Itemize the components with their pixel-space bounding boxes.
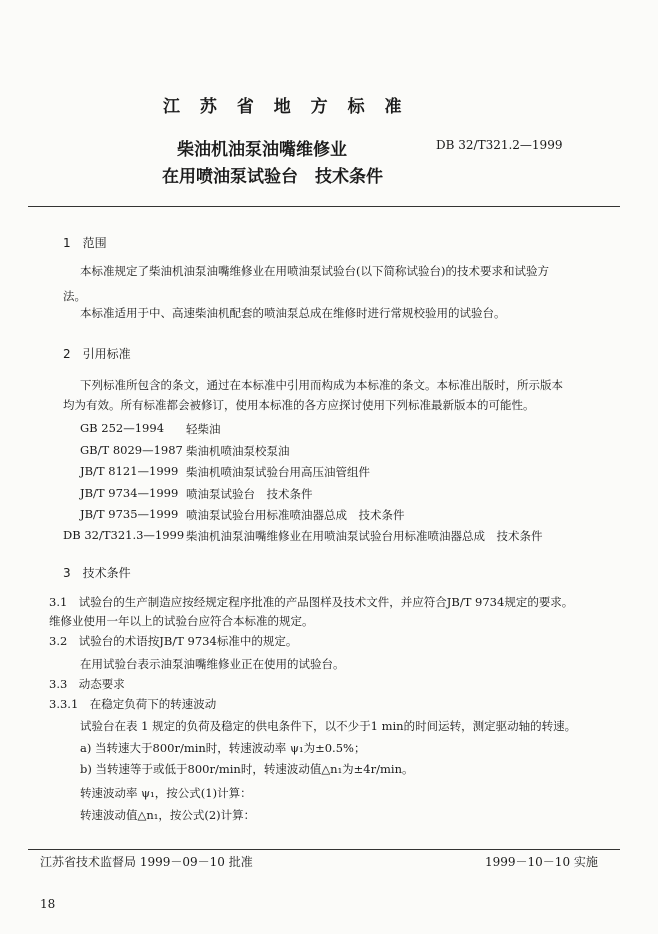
reference-title: 喷油泵试验台 技术条件 (186, 487, 313, 501)
approval-date: 江苏省技术监督局 1999－09－10 批准 (40, 855, 253, 869)
formula-1-intro: 转速波动率 ψ₁，按公式(1)计算： (80, 786, 252, 800)
effective-date: 1999－10－10 实施 (485, 855, 598, 869)
reference-title: 轻柴油 (186, 422, 221, 436)
clause-3-2-line-1: 3.2 试验台的术语按JB/T 9734标准中的规定。 (49, 634, 298, 648)
list-item-a: a) 当转速大于800r/min时，转速波动率 ψ₁为±0.5%； (80, 741, 366, 755)
reference-title: 柴油机油泵油嘴维修业在用喷油泵试验台用标准喷油器总成 技术条件 (186, 529, 543, 543)
clause-3-3-heading: 3.3 动态要求 (49, 677, 125, 691)
list-item-b: b) 当转速等于或低于800r/min时，转速波动值△n₁为±4r/min。 (80, 762, 414, 776)
reference-title: 柴油机喷油泵试验台用高压油管组件 (186, 465, 370, 479)
reference-title: 柴油机喷油泵校泵油 (186, 444, 290, 458)
header-divider (28, 206, 620, 207)
document-title-line1: 柴油机油泵油嘴维修业 (177, 140, 347, 160)
section-2-heading: 2 引用标准 (63, 347, 131, 361)
section-1-paragraph-1-line-2: 法。 (63, 289, 86, 303)
page-number: 18 (40, 897, 56, 911)
section-1-paragraph-1-line-1: 本标准规定了柴油机油泵油嘴维修业在用喷油泵试验台(以下简称试验台)的技术要求和试验方 (80, 264, 549, 278)
clause-3-1-line-2: 维修业使用一年以上的试验台应符合本标准的规定。 (49, 614, 314, 628)
reference-code: JB/T 8121—1999 (80, 464, 179, 478)
reference-code: JB/T 9735—1999 (80, 507, 179, 521)
reference-title: 喷油泵试验台用标准喷油器总成 技术条件 (186, 508, 405, 522)
reference-code: DB 32/T321.3—1999 (63, 528, 185, 542)
section-1-heading: 1 范围 (63, 236, 107, 250)
reference-code: GB/T 8029—1987 (80, 443, 183, 457)
section-3-heading: 3 技术条件 (63, 566, 131, 580)
clause-3-2-line-2: 在用试验台表示油泵油嘴维修业正在使用的试验台。 (80, 657, 345, 671)
footer-divider (28, 849, 620, 850)
clause-3-3-1-text: 试验台在表 1 规定的负荷及稳定的供电条件下，以不少于1 min的时间运转，测定驱动轴的转速。 (80, 719, 577, 733)
document-title-line2: 在用喷油泵试验台 技术条件 (162, 167, 383, 187)
issuing-body-title: 江 苏 省 地 方 标 准 (163, 97, 409, 117)
reference-code: GB 252—1994 (80, 421, 165, 435)
clause-3-1-line-1: 3.1 试验台的生产制造应按经规定程序批准的产品图样及技术文件，并应符合JB/T 9734规定的要求。 (49, 595, 574, 609)
clause-3-3-1-heading: 3.3.1 在稳定负荷下的转速波动 (49, 697, 217, 711)
section-2-intro-line-2: 均为有效。所有标准都会被修订，使用本标准的各方应探讨使用下列标准最新版本的可能性。 (63, 398, 535, 412)
formula-2-intro: 转速波动值△n₁，按公式(2)计算： (80, 808, 256, 822)
section-1-paragraph-2: 本标准适用于中、高速柴油机配套的喷油泵总成在维修时进行常规校验用的试验台。 (80, 306, 506, 320)
reference-code: JB/T 9734—1999 (80, 486, 179, 500)
standard-code: DB 32/T321.2—1999 (436, 138, 563, 152)
section-2-intro-line-1: 下列标准所包含的条文，通过在本标准中引用而构成为本标准的条文。本标准出版时，所示版本 (80, 378, 563, 392)
